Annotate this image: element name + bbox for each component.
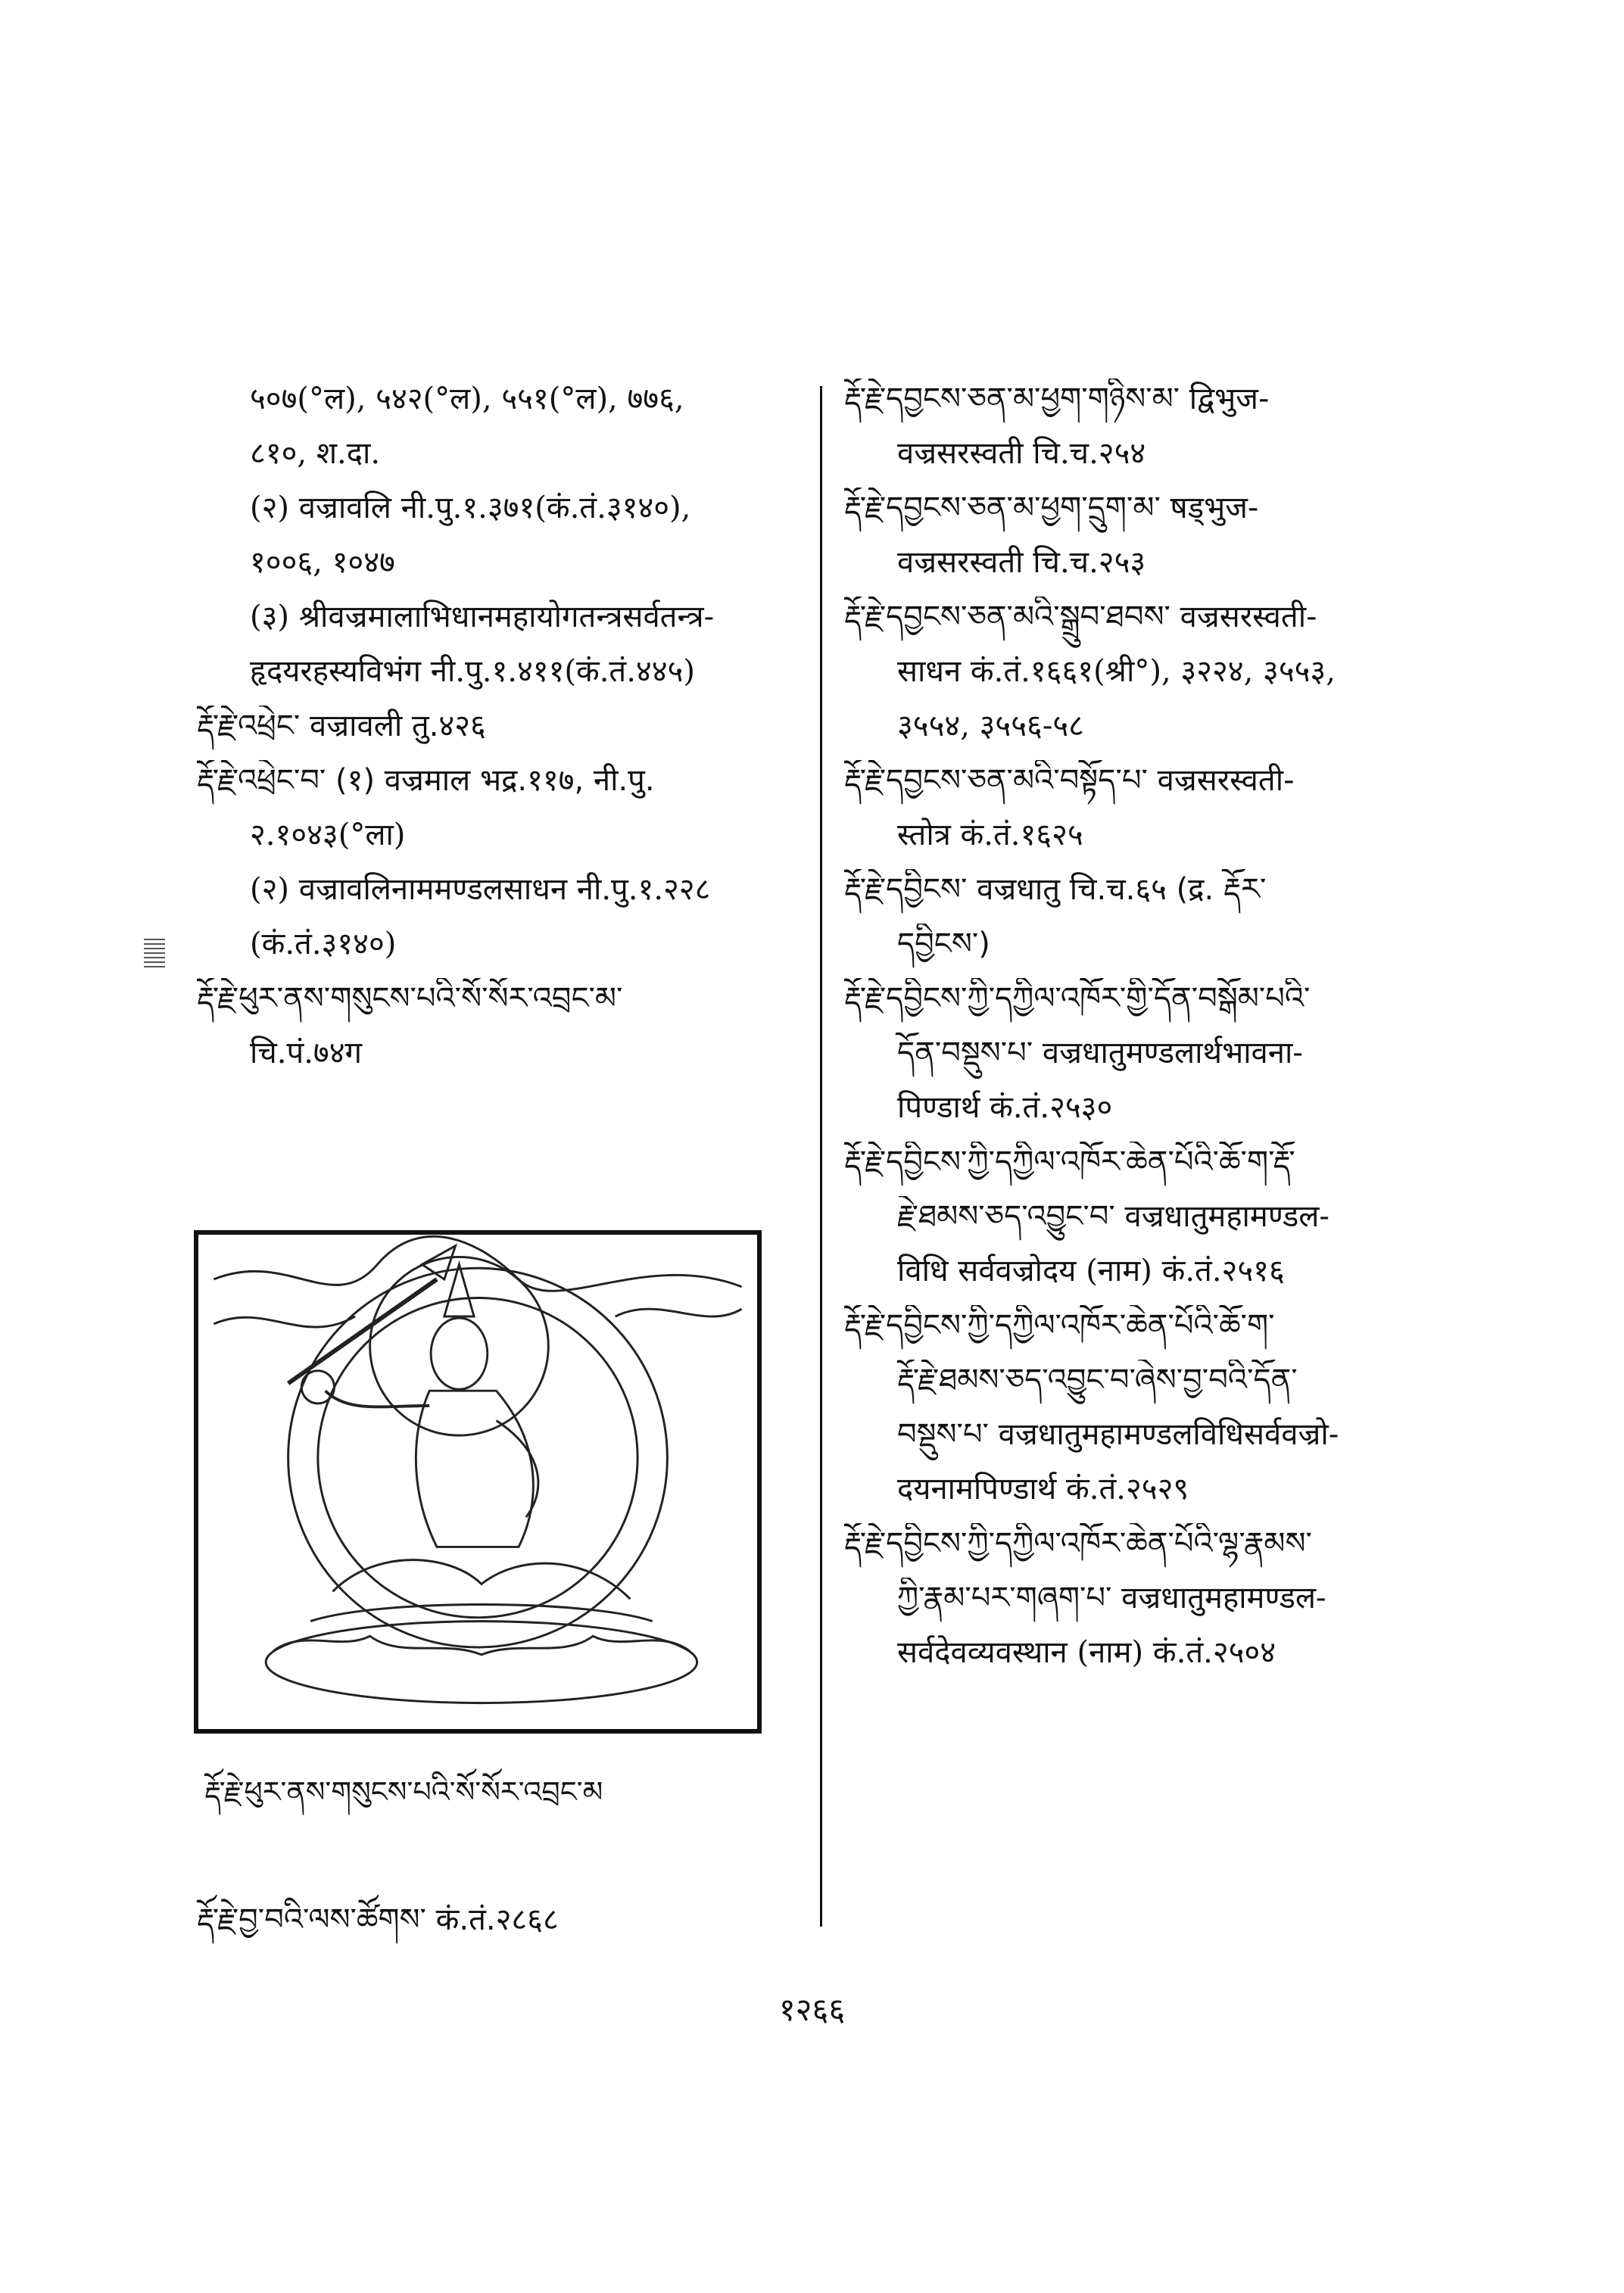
cloud-top: [214, 1236, 741, 1291]
lotus-petals: [273, 1636, 690, 1655]
deity-illustration: [194, 1230, 762, 1734]
entry-line: वज्रसरस्वती चि.च.२५४: [897, 436, 1146, 471]
entry-line: १००६, १०४७: [250, 545, 395, 580]
entry-line: (३) श्रीवज्रमालाभिधानमहायोगतन्त्रसर्वतन्त्र-: [250, 600, 715, 634]
column-divider: [820, 386, 822, 1927]
crossed-legs: [333, 1560, 631, 1600]
entry-line: सर्वदेवव्यवस्थान (नाम) कं.तं.२५०४: [897, 1635, 1276, 1670]
entry-line: (२) वज्रावलिनाममण्डलसाधन नी.पु.१.२२८: [250, 872, 711, 907]
entry-line: हृदयरहस्यविभंग नी.पु.१.४११(कं.तं.४४५): [250, 654, 695, 689]
entry-headword: རྡོ་རྗེ་འཕྲེང་བ་ (१) वज्रमाल भद्र.११७, नी.पु.: [197, 763, 655, 798]
entry-headword: རྡོ་རྗེ་བྱ་བའི་ལས་ཚོགས་ कं.तं.२८६८: [197, 1902, 559, 1937]
cloud-right: [616, 1309, 742, 1316]
entry-line: ८१०, श.दा.: [250, 436, 381, 471]
entry-line: (२) वज्रावलि नी.पु.१.३७१(कं.तं.३१४०),: [250, 491, 691, 525]
entry-line: དོན་བསྡུས་པ་ वज्रधातुमण्डलार्थभावना-: [897, 1036, 1303, 1070]
entry-headword: རྡོ་རྗེ་ཕུར་ནས་གསུངས་པའི་སོ་སོར་འབྲང་མ་: [197, 981, 623, 1016]
lotus-base: [266, 1622, 697, 1703]
entry-line: स्तोत्र कं.तं.१६२५: [897, 818, 1083, 852]
margin-mark: [144, 939, 165, 969]
right-column: [844, 379, 1450, 1687]
entry-line: दयनामपिण्डार्थ कं.तं.२५२९: [897, 1472, 1189, 1506]
halo: [370, 1257, 549, 1435]
entry-line: དབྱིངས་): [897, 927, 990, 961]
deity-drawing: [198, 1235, 757, 1729]
entry-line: ཀྱི་རྣམ་པར་གཞག་པ་ वज्रधातुमहामण्डल-: [897, 1581, 1326, 1615]
entry-line: ५०७(°ल), ५४२(°ल), ५५१(°ल), ७७६,: [250, 382, 684, 416]
entry-line: पिण्डार्थ कं.तं.२५३०: [897, 1090, 1113, 1125]
entry-headword: རྡོ་རྗེ་དབྱངས་ཅན་མ་ཕྱག་གཉིས་མ་ द्विभुज-: [844, 382, 1270, 416]
entry-headword: རྡོ་རྗེ་དབྱིངས་ཀྱི་དཀྱིལ་འཁོར་ཆེན་པོའི་ཆོ་ག་རྡོ་: [844, 1145, 1295, 1179]
entry-line: विधि सर्ववज्रोदय (नाम) कं.तं.२५१६: [897, 1254, 1285, 1288]
page-number: १२६६: [778, 1991, 846, 2028]
figure-caption: རྡོ་རྗེ་ཕུར་ནས་གསུངས་པའི་སོ་སོར་འབྲང་མ: [204, 1775, 603, 1809]
entry-headword: རྡོ་རྗེ་དབྱིངས་ वज्रधातु चि.च.६५ (द्र. རྡོར་: [844, 872, 1267, 907]
left-column: [197, 379, 803, 1087]
entry-headword: རྡོ་རྗེ་དབྱངས་ཅན་མའི་སྒྲུབ་ཐབས་ वज्रसरस्वती-: [844, 600, 1317, 634]
raised-arm: [326, 1391, 429, 1407]
entry-line: ३५५४, ३५५६-५८: [897, 709, 1084, 743]
entry-headword: རྡོ་རྗེ་དབྱངས་ཅན་མ་ཕྱག་དྲུག་མ་ षड्भुज-: [844, 491, 1259, 525]
entry-headword: རྡོ་རྗེ་འཕྲེང་ वज्रावली तु.४२६: [197, 709, 486, 743]
entry-headword: རྡོ་རྗེ་དབྱིངས་ཀྱི་དཀྱིལ་འཁོར་ཆེན་པོའི་ལྷ་རྣམས་: [844, 1526, 1312, 1561]
entry-headword: རྡོ་རྗེ་དབྱིངས་ཀྱི་དཀྱིལ་འཁོར་ཆེན་པོའི་ཆོ་ག་: [844, 1308, 1275, 1343]
entry-line: चि.पं.७४ग: [250, 1036, 363, 1070]
cloud-left: [214, 1316, 355, 1327]
entry-line: साधन कं.तं.१६६१(श्री°), ३२२४, ३५५३,: [897, 654, 1336, 689]
sword: [288, 1279, 437, 1383]
aureole-outer: [288, 1268, 668, 1647]
entry-line: २.१०४३(°ला): [250, 818, 406, 852]
face: [431, 1318, 488, 1389]
hand: [301, 1371, 334, 1404]
entry-line: वज्रसरस्वती चि.च.२५३: [897, 545, 1146, 580]
entry-headword: རྡོ་རྗེ་དབྱིངས་ཀྱི་དཀྱིལ་འཁོར་གྱི་དོན་བསྒོམ་པའི་: [844, 981, 1311, 1016]
entry-line: བསྡུས་པ་ वज्रधातुमहामण्डलविधिसर्ववज्रो-: [897, 1417, 1339, 1452]
crown: [444, 1264, 474, 1316]
entry-line: རྗེ་ཐམས་ཅད་འབྱུང་བ་ वज्रधातुमहामण्डल-: [897, 1199, 1329, 1234]
entry-headword: རྡོ་རྗེ་དབྱངས་ཅན་མའི་བསྟོད་པ་ वज्रसरस्वती-: [844, 763, 1295, 798]
entry-line: (कं.तं.३१४०): [250, 927, 397, 961]
entry-line: རྡོ་རྗེ་ཐམས་ཅད་འབྱུང་བ་ཞེས་བྱ་བའི་དོན་: [897, 1363, 1298, 1397]
